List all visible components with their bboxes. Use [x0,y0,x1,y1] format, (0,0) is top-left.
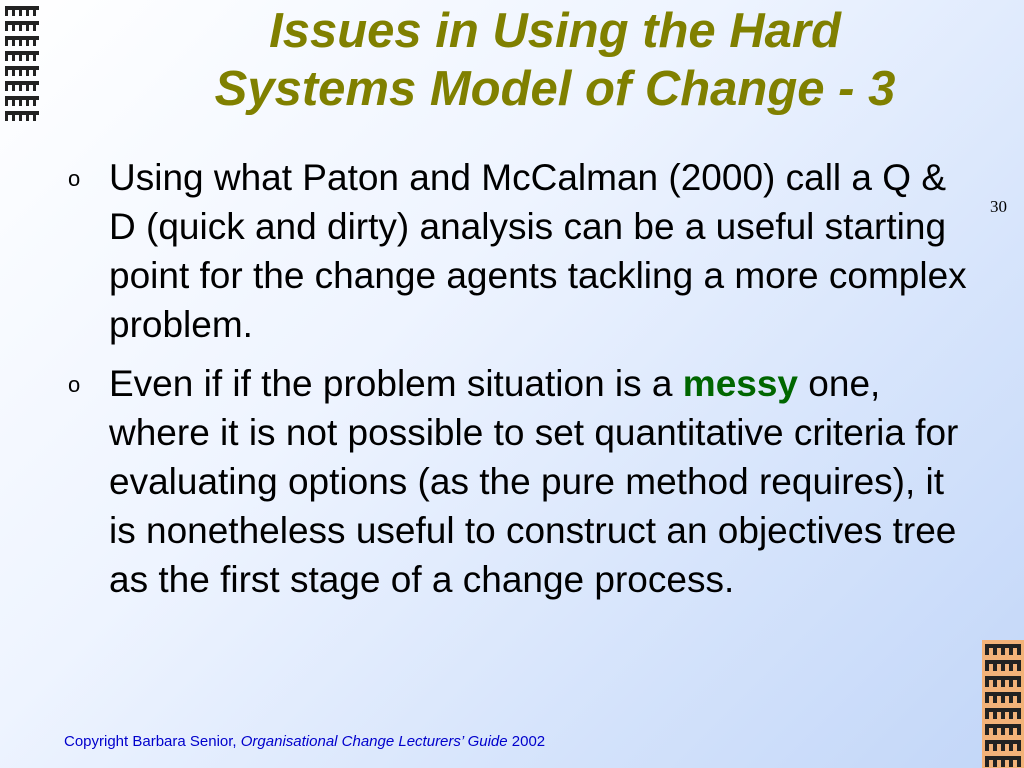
decorative-grid-pattern-top-left [2,2,42,134]
bullet-text-2-before: Even if if the problem situation is a [109,363,683,404]
bullet-item-2 [68,359,973,604]
slide-number: 30 [990,197,1007,216]
footer-prefix: Copyright Barbara Senior, [64,733,241,750]
copyright-footer [64,733,545,750]
bullet-marker-icon: o [68,166,81,191]
slide-title-line-1: Issues in Using the Hard [269,4,841,58]
decorative-grid-pattern-bottom-right [982,640,1024,768]
slide-title [110,2,1000,118]
footer-book-title: Organisational Change Lecturers’ Guide [240,733,508,750]
bullet-text-1: Using what Paton and McCalman (2000) call a Q & D (quick and dirty) analysis can be a useful starting point for the change agents tackling a more complex problem. [109,157,967,345]
bullet-text-2-after: one, where it is not possible to set quantitative criteria for evaluating options (as the pure method requires), it is nonetheless useful to construct an objectives tree as the first stage of a change process. [109,363,959,600]
emphasis-word: messy [682,363,799,404]
bullet-list [68,153,973,614]
footer-year: 2002 [507,733,546,750]
bullet-item-1 [68,153,973,349]
slide-title-line-2: Systems Model of Change - 3 [214,62,896,116]
bullet-marker-icon: o [68,372,81,397]
